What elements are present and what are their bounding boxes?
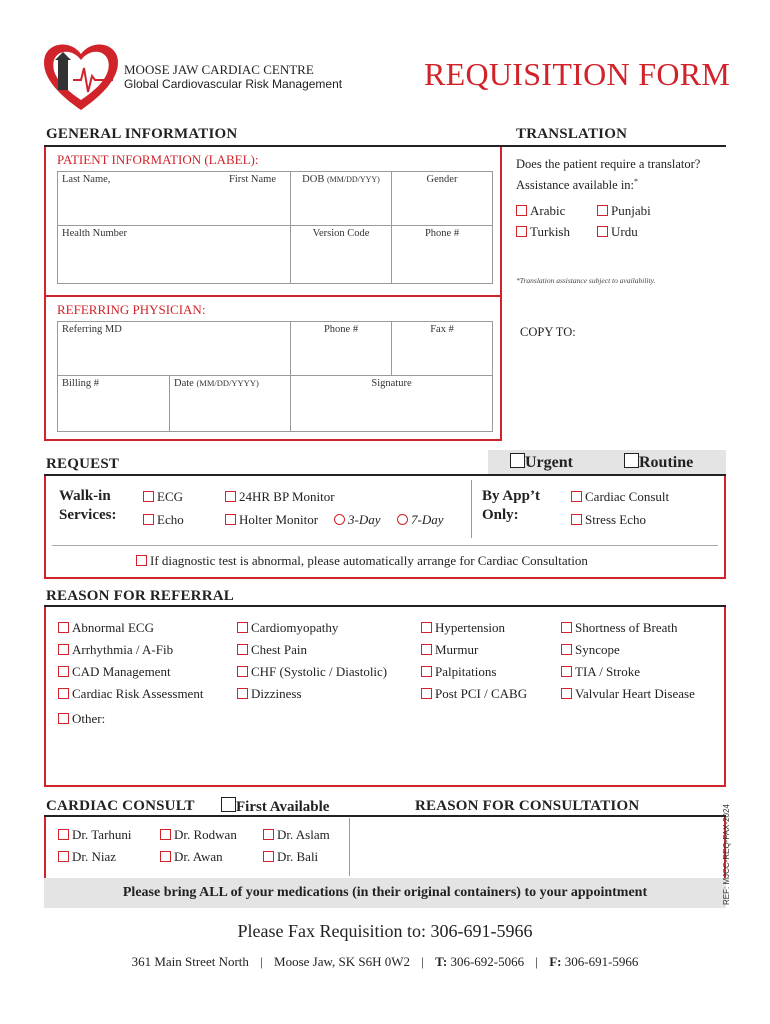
reason-chf[interactable] (237, 661, 387, 683)
date-field[interactable] (170, 376, 291, 432)
doctor-label: Dr. Bali (277, 849, 319, 864)
consult-divider (349, 818, 350, 876)
reason-label: TIA / Stroke (575, 664, 640, 679)
lang-arabic-label: Arabic (530, 203, 566, 218)
radio-icon[interactable] (397, 514, 408, 525)
holter-label: Holter Monitor (239, 512, 319, 527)
referring-md-field[interactable] (58, 322, 291, 376)
reason-label: Valvular Heart Disease (575, 686, 695, 701)
reference-text: REF: MJCC-REQ-FAX-2024 (722, 804, 731, 905)
urgent-option[interactable] (510, 453, 573, 472)
fax-label: F: (549, 954, 562, 969)
signature-field[interactable] (291, 376, 493, 432)
checkbox-icon[interactable] (225, 491, 236, 502)
checkbox-icon[interactable] (561, 688, 572, 699)
reason-murmur[interactable] (421, 639, 527, 661)
referral-col-3 (421, 617, 527, 705)
separator: | (260, 954, 263, 969)
reason-label: Dizziness (251, 686, 302, 701)
medications-text: Please bring ALL of your medications (in their original containers) to your appointment (122, 885, 648, 900)
reason-cad[interactable] (58, 661, 203, 683)
reason-label: Abnormal ECG (72, 620, 154, 635)
checkbox-icon[interactable] (597, 226, 608, 237)
doctor-bali[interactable] (263, 849, 318, 865)
holter-3day-option[interactable] (334, 512, 381, 528)
copy-to-field[interactable] (512, 342, 722, 438)
reference-code (722, 785, 734, 905)
logo (41, 40, 121, 114)
reason-label: Hypertension (435, 620, 506, 635)
physician-fax-label: Fax # (430, 324, 454, 335)
org-subtitle: Global Cardiovascular Risk Management (124, 77, 343, 91)
patient-phone-field[interactable] (392, 226, 493, 284)
request-heading: REQUEST (46, 456, 120, 472)
checkbox-icon[interactable] (237, 644, 248, 655)
checkbox-icon[interactable] (421, 622, 432, 633)
holter-7day-option[interactable] (397, 512, 444, 528)
org-name: MOOSE JAW CARDIAC CENTRE (124, 62, 314, 77)
doctor-label: Dr. Rodwan (174, 827, 237, 842)
assistance-text: Assistance available in: (516, 178, 635, 193)
assistance-label (516, 177, 638, 193)
walkin-line1: Walk-in (59, 488, 111, 504)
version-code-label: Version Code (312, 228, 370, 239)
doctor-rodwan[interactable] (160, 827, 237, 843)
referral-col-1 (58, 617, 203, 730)
holter-option[interactable] (225, 512, 318, 528)
first-name-label: First Name (229, 174, 276, 185)
checkbox-icon[interactable] (221, 797, 236, 812)
heart-logo-icon (41, 40, 121, 114)
translation-heading: TRANSLATION (516, 126, 628, 142)
separator: | (421, 954, 424, 969)
assistance-asterisk: * (634, 177, 639, 186)
separator: | (535, 954, 538, 969)
phone-label: T: (435, 954, 448, 969)
patient-phone-label: Phone # (424, 228, 460, 239)
checkbox-icon[interactable] (160, 829, 171, 840)
checkbox-icon[interactable] (263, 851, 274, 862)
doctor-aslam[interactable] (263, 827, 330, 843)
echo-label: Echo (157, 512, 184, 527)
reason-valvular[interactable] (561, 683, 695, 705)
first-available-option[interactable] (221, 797, 329, 816)
cardiac-consult-label: Cardiac Consult (585, 489, 670, 504)
auto-arrange-label: If diagnostic test is abnormal, please automatically arrange for Cardiac Consultation (150, 553, 588, 568)
patient-info-title: PATIENT INFORMATION (LABEL): (57, 152, 259, 167)
checkbox-icon[interactable] (421, 644, 432, 655)
health-number-field[interactable] (58, 226, 291, 284)
reason-label: CAD Management (72, 664, 171, 679)
checkbox-icon[interactable] (237, 688, 248, 699)
checkbox-icon[interactable] (58, 644, 69, 655)
reason-consultation-field[interactable] (352, 818, 722, 876)
auto-arrange-rule (52, 545, 718, 546)
reason-arrhythmia[interactable] (58, 639, 203, 661)
reason-hypertension[interactable] (421, 617, 527, 639)
appt-line1: By App’t (482, 488, 540, 504)
reason-post-pci[interactable] (421, 683, 527, 705)
last-first-name-field[interactable] (58, 172, 291, 226)
referral-heading: REASON FOR REFERRAL (46, 588, 234, 604)
ecg-option[interactable] (143, 489, 183, 505)
lang-turkish-label: Turkish (530, 224, 570, 239)
fax-value: 306-691-5966 (564, 954, 639, 969)
billing-label: Billing # (62, 378, 100, 389)
address-line (0, 954, 770, 970)
bp-monitor-label: 24HR BP Monitor (239, 489, 335, 504)
dob-format: (MM/DD/YYY) (326, 175, 380, 184)
reason-dizziness[interactable] (237, 683, 387, 705)
appt-line2: Only: (482, 507, 519, 523)
lang-urdu[interactable] (597, 224, 638, 240)
dob-label: DOB (302, 174, 325, 185)
reason-syncope[interactable] (561, 639, 695, 661)
box-divider (44, 295, 502, 297)
checkbox-icon[interactable] (571, 514, 582, 525)
reason-sob[interactable] (561, 617, 695, 639)
lang-punjabi[interactable] (597, 203, 651, 219)
radio-icon[interactable] (334, 514, 345, 525)
checkbox-icon[interactable] (516, 205, 527, 216)
checkbox-icon[interactable] (421, 666, 432, 677)
checkbox-icon[interactable] (421, 688, 432, 699)
reason-label: Cardiomyopathy (251, 620, 339, 635)
doctor-label: Dr. Niaz (72, 849, 117, 864)
reason-consultation-heading: REASON FOR CONSULTATION (415, 798, 640, 814)
doctor-label: Dr. Tarhuni (72, 827, 132, 842)
checkbox-icon[interactable] (510, 453, 525, 468)
checkbox-icon[interactable] (58, 622, 69, 633)
referral-col-2 (237, 617, 387, 705)
doctor-niaz[interactable] (58, 849, 116, 865)
lang-turkish[interactable] (516, 224, 570, 240)
checkbox-icon[interactable] (58, 829, 69, 840)
checkbox-icon[interactable] (571, 491, 582, 502)
lang-punjabi-label: Punjabi (611, 203, 651, 218)
gender-label: Gender (426, 174, 458, 185)
checkbox-icon[interactable] (237, 622, 248, 633)
copy-to-label: COPY TO: (520, 325, 576, 339)
reason-cardiomyopathy[interactable] (237, 617, 387, 639)
cardiac-consult-option[interactable] (571, 489, 669, 505)
reason-label: Arrhythmia / A-Fib (72, 642, 174, 657)
reason-palpitations[interactable] (421, 661, 527, 683)
medications-banner (44, 878, 726, 908)
checkbox-icon[interactable] (561, 644, 572, 655)
reason-label: CHF (Systolic / Diastolic) (251, 664, 388, 679)
phone-value: 306-692-5066 (450, 954, 525, 969)
walkin-line2: Services: (59, 507, 117, 523)
translator-question: Does the patient require a translator? (516, 157, 701, 171)
dob-field[interactable] (291, 172, 392, 226)
last-name-label: Last Name, (62, 174, 111, 185)
checkbox-icon[interactable] (160, 851, 171, 862)
physician-grid (57, 321, 493, 432)
reason-other[interactable] (58, 708, 203, 730)
holter-7day-label: 7-Day (411, 512, 444, 527)
stress-echo-option[interactable] (571, 512, 646, 528)
date-label: Date (174, 378, 194, 389)
reason-chest-pain[interactable] (237, 639, 387, 661)
translation-note: *Translation assistance subject to availability. (516, 276, 656, 285)
checkbox-icon[interactable] (597, 205, 608, 216)
cardiac-consult-heading: CARDIAC CONSULT (46, 798, 195, 814)
checkbox-icon[interactable] (143, 491, 154, 502)
checkbox-icon[interactable] (58, 666, 69, 677)
checkbox-icon[interactable] (263, 829, 274, 840)
form-title: REQUISITION FORM (424, 56, 731, 92)
referring-md-label: Referring MD (62, 324, 122, 335)
first-available-label: First Available (236, 799, 330, 815)
checkbox-icon[interactable] (143, 514, 154, 525)
patient-info-grid (57, 171, 493, 284)
doctor-tarhuni[interactable] (58, 827, 132, 843)
reason-label: Palpitations (435, 664, 497, 679)
reason-label: Shortness of Breath (575, 620, 678, 635)
reason-tia[interactable] (561, 661, 695, 683)
referring-physician-title: REFERRING PHYSICIAN: (57, 302, 206, 317)
lang-urdu-label: Urdu (611, 224, 638, 239)
checkbox-icon[interactable] (58, 713, 69, 724)
physician-phone-field[interactable] (291, 322, 392, 376)
bp-monitor-option[interactable] (225, 489, 335, 505)
gender-field[interactable] (392, 172, 493, 226)
echo-option[interactable] (143, 512, 184, 528)
reason-label: Post PCI / CABG (435, 686, 528, 701)
lang-arabic[interactable] (516, 203, 565, 219)
reason-label: Murmur (435, 642, 479, 657)
ecg-label: ECG (157, 489, 183, 504)
stress-echo-label: Stress Echo (585, 512, 647, 527)
auto-arrange-option[interactable] (136, 553, 588, 569)
holter-3day-label: 3-Day (348, 512, 381, 527)
checkbox-icon[interactable] (58, 851, 69, 862)
request-divider (471, 480, 472, 538)
doctor-awan[interactable] (160, 849, 223, 865)
reason-risk-assessment[interactable] (58, 683, 203, 705)
checkbox-icon[interactable] (225, 514, 236, 525)
checkbox-icon[interactable] (58, 688, 69, 699)
billing-field[interactable] (58, 376, 170, 432)
routine-option[interactable] (624, 453, 693, 472)
checkbox-icon[interactable] (624, 453, 639, 468)
doctor-label: Dr. Awan (174, 849, 223, 864)
reason-abnormal-ecg[interactable] (58, 617, 203, 639)
checkbox-icon[interactable] (561, 666, 572, 677)
street-address: 361 Main Street North (131, 954, 249, 969)
physician-fax-field[interactable] (392, 322, 493, 376)
appt-label (482, 487, 540, 525)
physician-phone-label: Phone # (323, 324, 359, 335)
referral-col-4 (561, 617, 695, 705)
urgent-label: Urgent (525, 454, 573, 471)
checkbox-icon[interactable] (136, 555, 147, 566)
city-postal: Moose Jaw, SK S6H 0W2 (274, 954, 411, 969)
signature-label: Signature (371, 378, 412, 389)
walkin-label (59, 487, 116, 525)
checkbox-icon[interactable] (237, 666, 248, 677)
routine-label: Routine (639, 454, 694, 471)
health-number-label: Health Number (62, 228, 128, 239)
date-format: (MM/DD/YYYY) (196, 378, 259, 388)
reason-other-label: Other: (72, 711, 106, 726)
checkbox-icon[interactable] (561, 622, 572, 633)
reason-label: Cardiac Risk Assessment (72, 686, 204, 701)
checkbox-icon[interactable] (516, 226, 527, 237)
reason-label: Chest Pain (251, 642, 307, 657)
version-code-field[interactable] (291, 226, 392, 284)
doctor-label: Dr. Aslam (277, 827, 330, 842)
reason-label: Syncope (575, 642, 620, 657)
fax-line: Please Fax Requisition to: 306-691-5966 (237, 921, 533, 941)
general-info-heading: GENERAL INFORMATION (46, 126, 238, 142)
